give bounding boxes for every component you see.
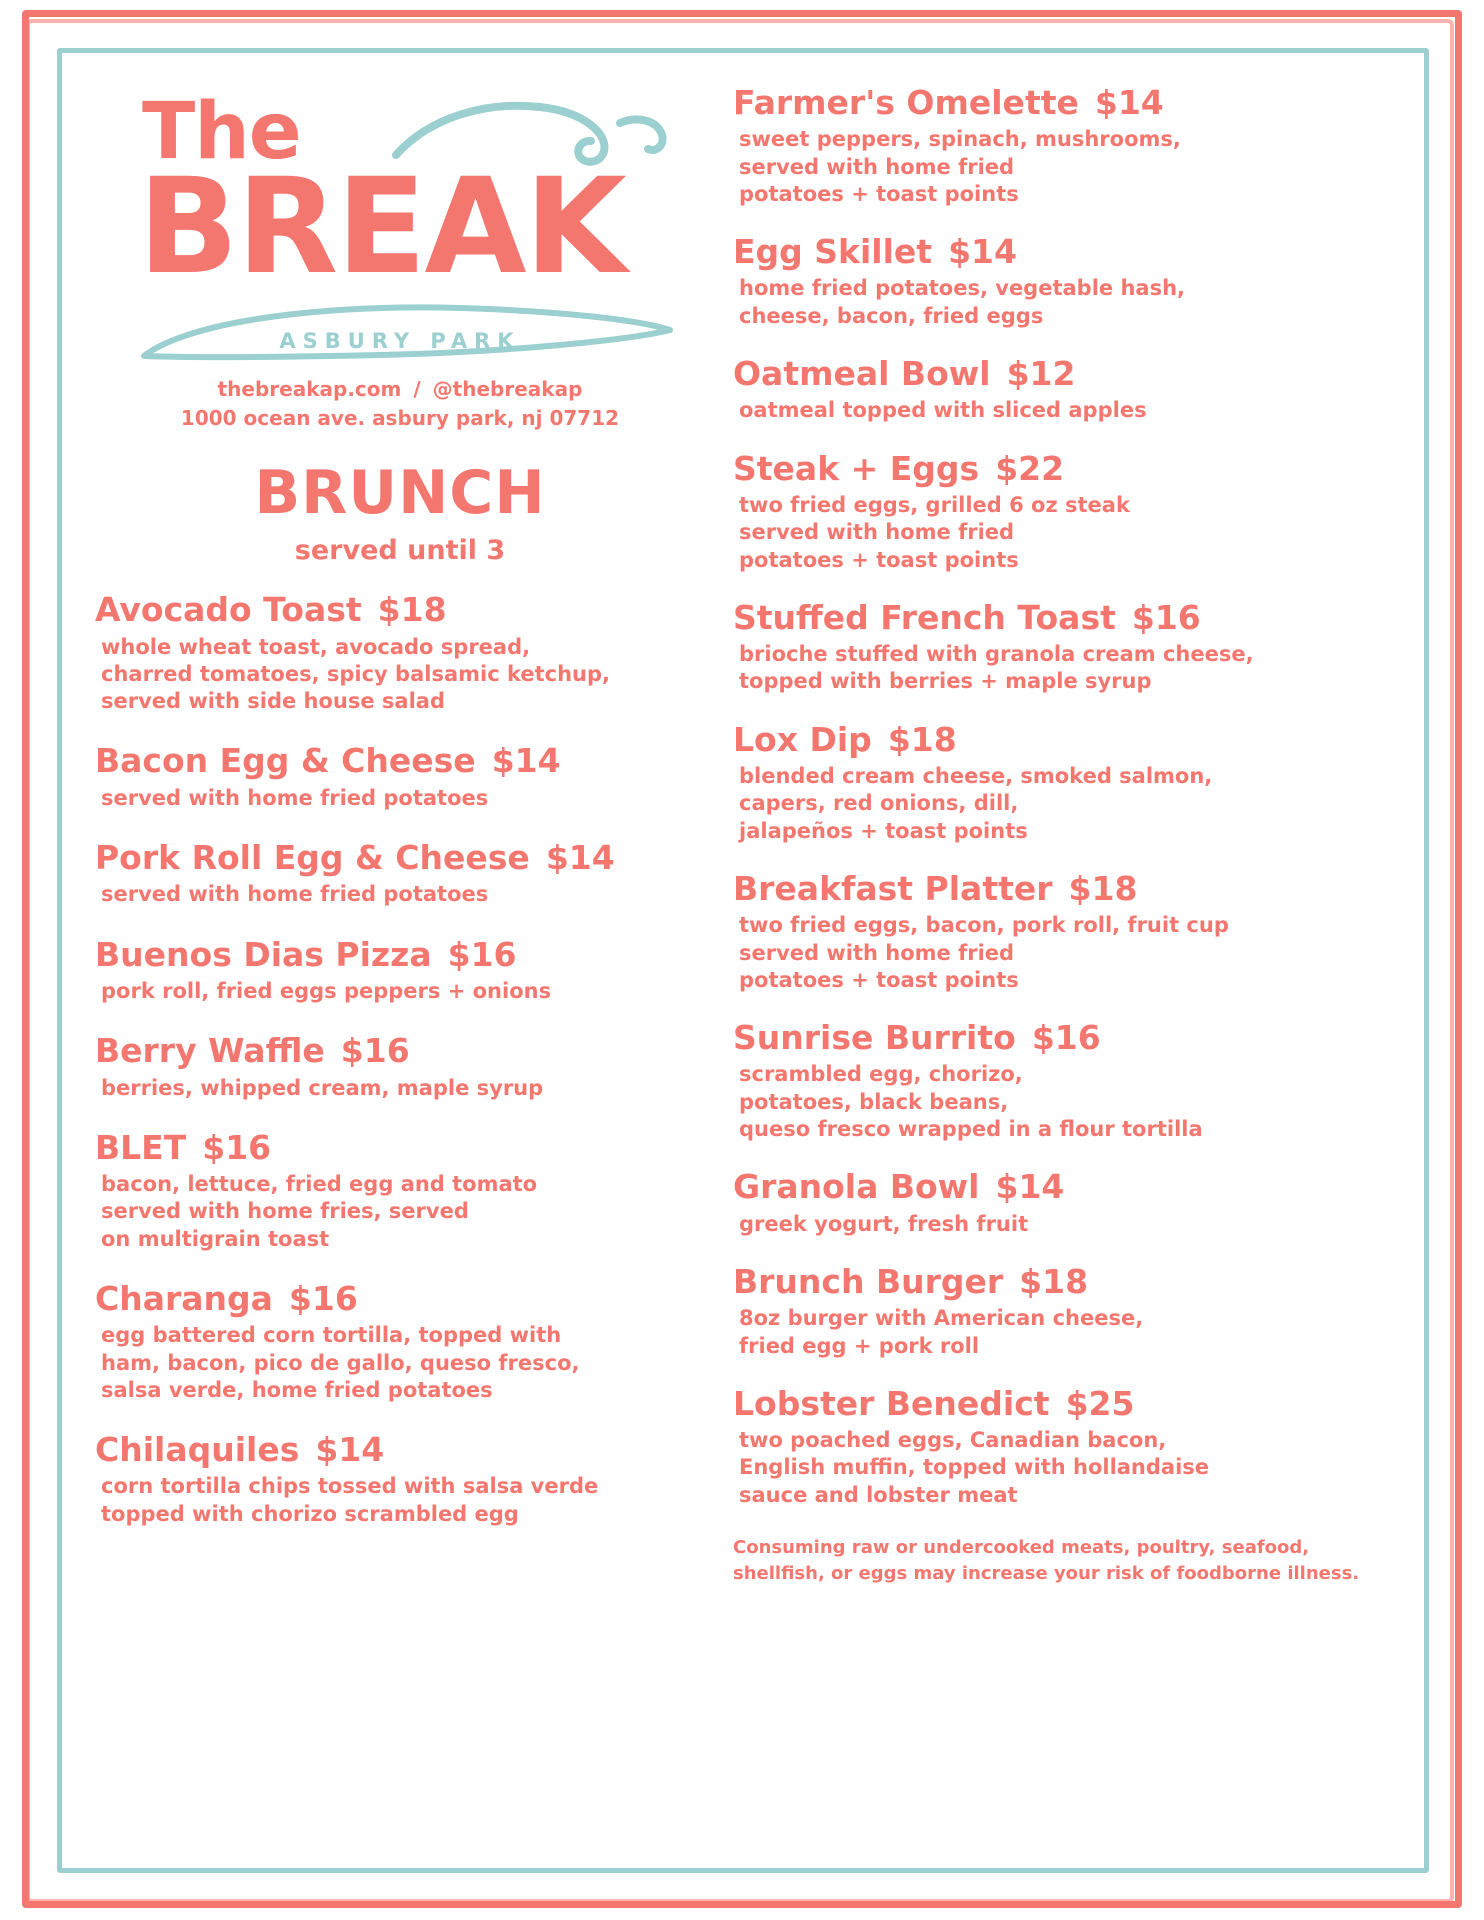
- logo-the-text: The: [142, 87, 301, 177]
- menu-item-name: Buenos Dias Pizza: [95, 934, 432, 974]
- menu-item-header: [733, 356, 1375, 392]
- menu-item-name: Egg Skillet: [733, 232, 933, 272]
- allergen-disclaimer: Consuming raw or undercooked meats, poultry, seafood, shellfish, or eggs may increase your risk of foodborne illness.: [733, 1536, 1360, 1585]
- menu-item-description: bacon, lettuce, fried egg and tomato served with home fries, served on multigrain toast: [101, 1172, 538, 1251]
- menu-item-price: $22: [995, 448, 1065, 488]
- menu-item-price: $14: [545, 838, 615, 878]
- menu-item-header: [95, 1281, 705, 1317]
- menu-item-price: $16: [340, 1031, 410, 1071]
- menu-item: [95, 934, 705, 1006]
- menu-item-header: [733, 234, 1375, 270]
- menu-content: [95, 85, 1395, 1845]
- menu-item-price: $18: [1068, 868, 1138, 908]
- menu-item-description: scrambled egg, chorizo, potatoes, black beans, queso fresco wrapped in a flour tortilla: [739, 1062, 1203, 1142]
- menu-item-name: Avocado Toast: [95, 590, 362, 630]
- menu-item-description: 8oz burger with American cheese, fried egg + pork roll: [739, 1306, 1144, 1358]
- menu-item-name: Lox Dip: [733, 719, 872, 759]
- section-title: BRUNCH: [254, 458, 546, 529]
- menu-item-price: $14: [1094, 83, 1164, 122]
- menu-item-price: $16: [202, 1127, 272, 1167]
- logo: [120, 85, 680, 353]
- menu-item-name: Oatmeal Bowl: [733, 354, 991, 394]
- menu-item-price: $14: [995, 1167, 1065, 1207]
- menu-item-price: $16: [288, 1279, 358, 1318]
- menu-item: [733, 719, 1375, 845]
- website-text: thebreakap.com: [217, 377, 402, 402]
- contact-separator: /: [413, 377, 421, 402]
- menu-item-description: home fried potatoes, vegetable hash, cheese, bacon, fried eggs: [739, 276, 1186, 328]
- menu-item: [95, 592, 705, 715]
- menu-item-price: $14: [491, 741, 561, 781]
- menu-item: [733, 1261, 1375, 1360]
- menu-item-header: [95, 934, 705, 974]
- surfboard-icon: [130, 300, 675, 370]
- menu-item-description: served with home fried potatoes: [101, 882, 489, 907]
- menu-item-description: served with home fried potatoes: [101, 785, 489, 810]
- right-menu-list: [733, 85, 1375, 1509]
- right-column: [715, 85, 1375, 1845]
- menu-item-description: oatmeal topped with sliced apples: [739, 398, 1147, 423]
- menu-item-name: Bacon Egg & Cheese: [95, 741, 476, 781]
- menu-item-header: [733, 1020, 1375, 1056]
- menu-item-description: egg battered corn tortilla, topped with ham, bacon, pico de gallo, queso fresco, salsa verde, home fried potatoes: [101, 1323, 580, 1402]
- menu-item-header: [95, 743, 705, 779]
- menu-item-description: sweet peppers, spinach, mushrooms, served with home fried potatoes + toast points: [739, 127, 1181, 206]
- menu-item-name: BLET: [95, 1127, 187, 1167]
- menu-item-price: $16: [447, 934, 517, 974]
- menu-item-name: Breakfast Platter: [733, 868, 1053, 908]
- menu-item: [95, 1432, 705, 1528]
- left-menu-list: [95, 592, 705, 1528]
- menu-item-header: [733, 448, 1375, 488]
- menu-item-description: two poached eggs, Canadian bacon, English muffin, topped with hollandaise sauce and lobster meat: [739, 1428, 1210, 1507]
- menu-item-price: $14: [948, 232, 1017, 272]
- menu-item-description: greek yogurt, fresh fruit: [739, 1211, 1029, 1236]
- menu-item-name: Lobster Benedict: [733, 1383, 1050, 1423]
- menu-item: [733, 234, 1375, 330]
- logo-break-text: BREAK: [138, 150, 625, 305]
- menu-item: [733, 448, 1375, 574]
- menu-item-description: brioche stuffed with granola cream cheese, topped with berries + maple syrup: [739, 642, 1254, 694]
- menu-item: [733, 868, 1375, 994]
- menu-item-name: Berry Waffle: [95, 1031, 325, 1071]
- menu-item-name: Farmer's Omelette: [733, 83, 1079, 122]
- menu-item-price: $18: [887, 719, 957, 759]
- wave-icon: [390, 93, 670, 183]
- menu-item-name: Pork Roll Egg & Cheese: [95, 838, 530, 878]
- left-column: [95, 85, 715, 1845]
- menu-item-name: Granola Bowl: [733, 1167, 980, 1207]
- contact-line-1: [95, 375, 705, 404]
- menu-item-price: $18: [377, 590, 447, 630]
- menu-item-header: [733, 1383, 1375, 1423]
- menu-item-header: [733, 85, 1375, 121]
- menu-item-description: two fried eggs, grilled 6 oz steak served with home fried potatoes + toast points: [739, 492, 1130, 572]
- section-subtitle: served until 3: [294, 535, 506, 567]
- menu-item-header: [733, 1261, 1375, 1301]
- menu-item-price: $18: [1019, 1261, 1089, 1301]
- menu-item-price: $14: [315, 1430, 385, 1470]
- menu-item-header: [95, 1432, 705, 1468]
- menu-item: [95, 743, 705, 812]
- menu-item-header: [733, 597, 1375, 637]
- menu-item-name: Brunch Burger: [733, 1261, 1004, 1301]
- contact-info: [95, 375, 705, 433]
- menu-item: [733, 1383, 1375, 1509]
- address-text: 1000 ocean ave. asbury park, nj 07712: [180, 406, 620, 431]
- menu-item-description: berries, whipped cream, maple syrup: [101, 1075, 544, 1100]
- menu-item-header: [95, 592, 705, 628]
- menu-item: [95, 840, 705, 909]
- menu-item-name: Steak + Eggs: [733, 448, 980, 488]
- menu-item-description: pork roll, fried eggs peppers + onions: [101, 978, 552, 1003]
- menu-item: [95, 1033, 705, 1102]
- menu-item-name: Chilaquiles: [95, 1430, 300, 1470]
- menu-item-price: $25: [1065, 1383, 1135, 1423]
- menu-item-header: [733, 1169, 1375, 1205]
- menu-item-price: $16: [1031, 1018, 1101, 1058]
- menu-item-header: [95, 1033, 705, 1069]
- menu-item-description: corn tortilla chips tossed with salsa verde topped with chorizo scrambled egg: [101, 1474, 599, 1526]
- logo-location-text: ASBURY PARK: [279, 329, 521, 354]
- menu-item-name: Stuffed French Toast: [733, 597, 1116, 637]
- menu-item-header: [95, 840, 705, 876]
- menu-item-name: Sunrise Burrito: [733, 1018, 1016, 1058]
- menu-item-name: Charanga: [95, 1279, 273, 1318]
- menu-item-header: [733, 719, 1375, 759]
- menu-item-header: [95, 1127, 705, 1167]
- menu-item-price: $12: [1006, 354, 1076, 394]
- menu-item: [733, 1020, 1375, 1143]
- menu-item-description: blended cream cheese, smoked salmon, capers, red onions, dill, jalapeños + toast points: [739, 764, 1213, 843]
- menu-item: [733, 597, 1375, 696]
- menu-item: [95, 1127, 705, 1253]
- menu-item: [733, 356, 1375, 425]
- menu-item: [733, 85, 1375, 208]
- menu-item-description: whole wheat toast, avocado spread, charred tomatoes, spicy balsamic ketchup, served with side house salad: [101, 634, 611, 714]
- social-handle-text: @thebreakap: [432, 377, 583, 402]
- menu-item-header: [733, 868, 1375, 908]
- menu-item: [95, 1281, 705, 1404]
- menu-item-price: $16: [1131, 597, 1201, 637]
- menu-item: [733, 1169, 1375, 1238]
- menu-item-description: two fried eggs, bacon, pork roll, fruit cup served with home fried potatoes + toast points: [739, 913, 1229, 992]
